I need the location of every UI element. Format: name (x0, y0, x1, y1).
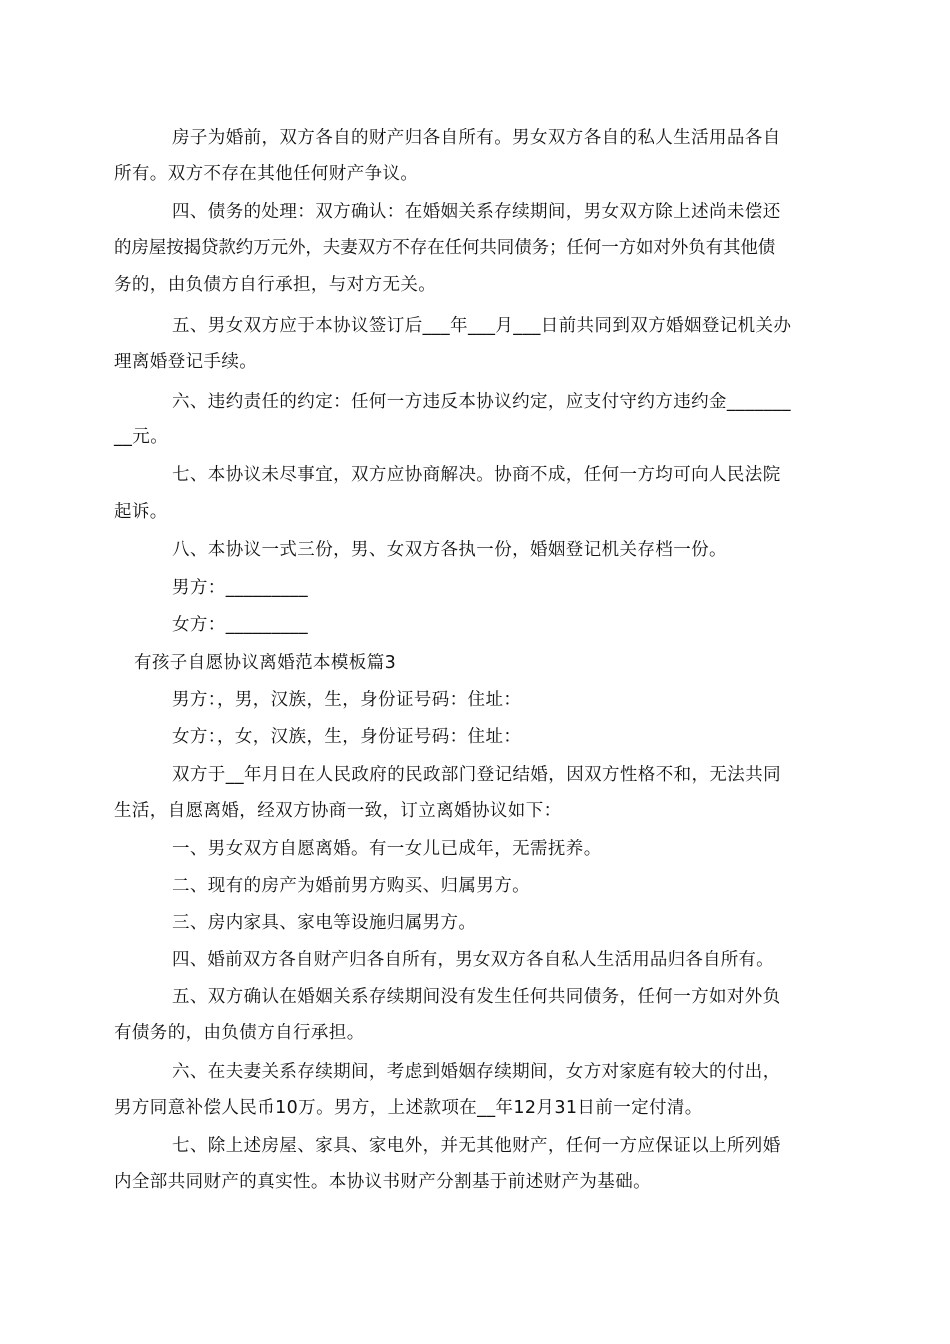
text-line: 五、双方确认在婚姻关系存续期间没有发生任何共同债务，任何一方如对外负 (172, 987, 781, 1007)
text-line: 四、债务的处理：双方确认：在婚姻关系存续期间，男女双方除上述尚未偿还 (172, 202, 781, 222)
section-heading: 有孩子自愿协议离婚范本模板篇3 (134, 653, 397, 673)
text-line: 所有。双方不存在其他任何财产争议。 (114, 164, 419, 184)
text-line: 生活，自愿离婚，经双方协商一致，订立离婚协议如下： (114, 801, 562, 821)
signature-line-male: 男方：_________ (172, 578, 309, 598)
text-line: 务的，由负债方自行承担，与对方无关。 (114, 275, 437, 295)
text-line: 一、男女双方自愿离婚。有一女儿已成年，无需抚养。 (172, 839, 602, 859)
text-line: 六、违约责任的约定：任何一方违反本协议约定，应支付守约方违约金_______ (172, 392, 791, 412)
text-line: 四、婚前双方各自财产归各自所有，男女双方各自私人生活用品归各自所有。 (172, 950, 774, 970)
text-line: 起诉。 (114, 502, 168, 522)
text-line: 理离婚登记手续。 (114, 352, 258, 372)
text-line: 房子为婚前，双方各自的财产归各自所有。男女双方各自的私人生活用品各自 (172, 128, 781, 148)
text-line: 六、在夫妻关系存续期间，考虑到婚姻存续期间，女方对家庭有较大的付出， (172, 1062, 781, 1082)
text-line: 男方：，男，汉族，生，身份证号码：住址： (172, 690, 522, 710)
text-line: 内全部共同财产的真实性。本协议书财产分割基于前述财产为基础。 (114, 1172, 651, 1192)
signature-line-female: 女方：_________ (172, 615, 309, 635)
text-line: 男方同意补偿人民币10万。男方，上述款项在__年12月31日前一定付清。 (114, 1098, 703, 1118)
text-line: __元。 (114, 427, 169, 447)
text-line: 七、本协议未尽事宜，双方应协商解决。协商不成，任何一方均可向人民法院 (172, 465, 781, 485)
text-line: 二、现有的房产为婚前男方购买、归属男方。 (172, 876, 530, 896)
text-line: 五、男女双方应于本协议签订后___年___月___日前共同到双方婚姻登记机关办 (172, 316, 792, 336)
text-line: 七、除上述房屋、家具、家电外，并无其他财产，任何一方应保证以上所列婚 (172, 1136, 781, 1156)
text-line: 八、本协议一式三份，男、女双方各执一份，婚姻登记机关存档一份。 (172, 540, 727, 560)
text-line: 有债务的，由负债方自行承担。 (114, 1023, 365, 1043)
text-line: 双方于__年月日在人民政府的民政部门登记结婚，因双方性格不和，无法共同 (172, 765, 781, 785)
text-line: 女方：，女，汉族，生，身份证号码：住址： (172, 727, 522, 747)
text-line: 的房屋按揭贷款约万元外，夫妻双方不存在任何共同债务；任何一方如对外负有其他债 (114, 238, 776, 258)
text-line: 三、房内家具、家电等设施归属男方。 (172, 913, 477, 933)
